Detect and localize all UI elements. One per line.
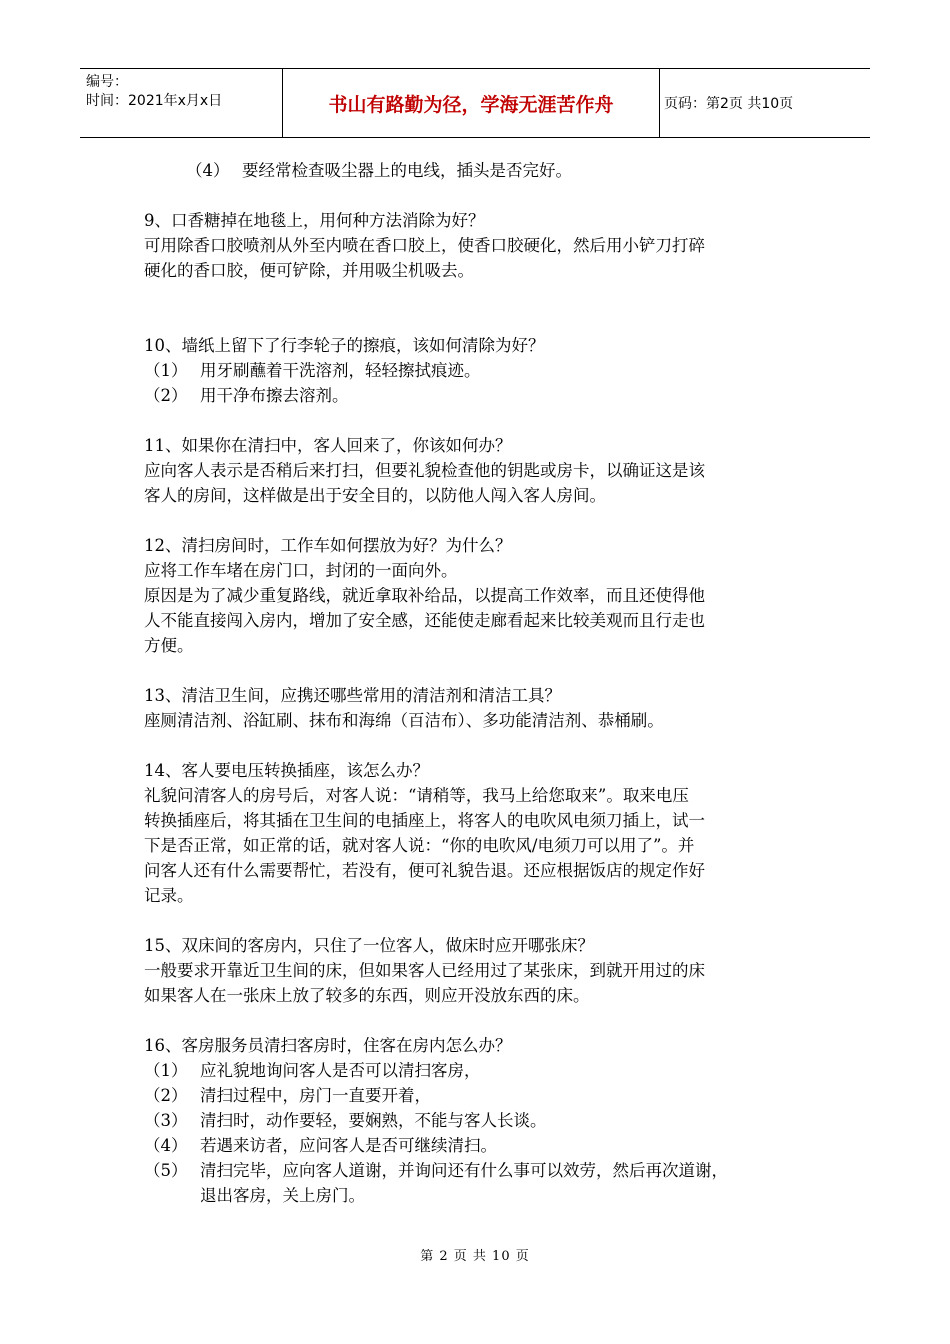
answer-line: 礼貌问清客人的房号后，对客人说：“请稍等，我马上给您取来”。取来电压 (144, 786, 689, 805)
item-number: （4） (186, 161, 230, 180)
answer-line: 原因是为了减少重复路线，就近拿取补给品，以提高工作效率，而且还使得他 (144, 586, 705, 605)
list-item-continuation: 退出客房，关上房门。 (200, 1186, 365, 1205)
question-10: 10、墙纸上留下了行李轮子的擦痕，该如何清除为好？ (144, 336, 545, 355)
question-16: 16、客房服务员清扫客房时，住客在房内怎么办？ (144, 1036, 512, 1055)
item-text: 用牙刷蘸着干洗溶剂，轻轻擦拭痕迹。 (200, 361, 481, 380)
answer-line: 问客人还有什么需要帮忙，若没有，便可礼貌告退。还应根据饭店的规定作好 (144, 861, 705, 880)
item-number: （4） (144, 1136, 188, 1155)
answer-line: 应向客人表示是否稍后来打扫，但要礼貌检查他的钥匙或房卡，以确证这是该 (144, 461, 705, 480)
list-item (144, 1133, 834, 1158)
page-header (80, 68, 870, 138)
answer-line: 下是否正常，如正常的话，就对客人说：“你的电吹风/电须刀可以用了”。并 (144, 836, 695, 855)
item-text: 用干净布擦去溶剂。 (200, 386, 349, 405)
question-14: 14、客人要电压转换插座，该怎么办？ (144, 761, 429, 780)
page-footer: 第 2 页 共 10 页 (420, 1249, 530, 1264)
header-motto: 书山有路勤为径，学海无涯苦作舟 (283, 69, 660, 137)
question-11: 11、如果你在清扫中，客人回来了，你该如何办？ (144, 436, 512, 455)
list-item (144, 1158, 834, 1183)
list-item (144, 1058, 834, 1083)
question-12: 12、清扫房间时，工作车如何摆放为好？为什么？ (144, 536, 512, 555)
answer-line: 应将工作车堵在房门口，封闭的一面向外。 (144, 561, 458, 580)
header-page-number: 页码：第2页 共10页 (664, 96, 794, 112)
item-text: 要经常检查吸尘器上的电线，插头是否完好。 (242, 161, 572, 180)
answer-line: 客人的房间，这样做是出于安全目的，以防他人闯入客人房间。 (144, 486, 606, 505)
item-text: 应礼貌地询问客人是否可以清扫客房， (200, 1061, 481, 1080)
list-item (144, 358, 834, 383)
item-text: 清扫完毕，应向客人道谢，并询问还有什么事可以效劳，然后再次道谢， (200, 1161, 728, 1180)
serial-label: 编号： (86, 74, 128, 90)
answer-line: 可用除香口胶喷剂从外至内喷在香口胶上，使香口胶硬化，然后用小铲刀打碎 (144, 236, 705, 255)
list-item (144, 1108, 834, 1133)
item-text: 清扫时，动作要轻，要娴熟，不能与客人长谈。 (200, 1111, 547, 1130)
header-info (80, 69, 283, 137)
answer-line: 一般要求开靠近卫生间的床，但如果客人已经用过了某张床，到就开用过的床 (144, 961, 705, 980)
answer-line: 方便。 (144, 636, 194, 655)
list-item (144, 383, 834, 408)
answer-line: 座厕清洁剂、浴缸刷、抹布和海绵（百洁布）、多功能清洁剂、恭桶刷。 (144, 711, 664, 730)
question-13: 13、清洁卫生间，应携还哪些常用的清洁剂和清洁工具？ (144, 686, 561, 705)
list-item (144, 158, 834, 183)
answer-line: 硬化的香口胶，便可铲除，并用吸尘机吸去。 (144, 261, 474, 280)
answer-line: 如果客人在一张床上放了较多的东西，则应开没放东西的床。 (144, 986, 590, 1005)
item-number: （2） (144, 1086, 188, 1105)
item-number: （5） (144, 1161, 188, 1180)
item-text: 若遇来访者，应问客人是否可继续清扫。 (200, 1136, 497, 1155)
list-item (144, 1083, 834, 1108)
question-15: 15、双床间的客房内，只住了一位客人，做床时应开哪张床？ (144, 936, 594, 955)
answer-line: 转换插座后，将其插在卫生间的电插座上，将客人的电吹风电须刀插上，试一 (144, 811, 705, 830)
item-number: （2） (144, 386, 188, 405)
question-9: 9、口香糖掉在地毯上，用何种方法消除为好？ (144, 211, 485, 230)
item-number: （3） (144, 1111, 188, 1130)
answer-line: 人不能直接闯入房内，增加了安全感，还能使走廊看起来比较美观而且行走也 (144, 611, 705, 630)
date-text: 时间：2021年x月x日 (86, 93, 223, 109)
document-body (144, 158, 834, 1208)
item-text: 清扫过程中，房门一直要开着， (200, 1086, 431, 1105)
item-number: （1） (144, 1061, 188, 1080)
item-number: （1） (144, 361, 188, 380)
answer-line: 记录。 (144, 886, 194, 905)
